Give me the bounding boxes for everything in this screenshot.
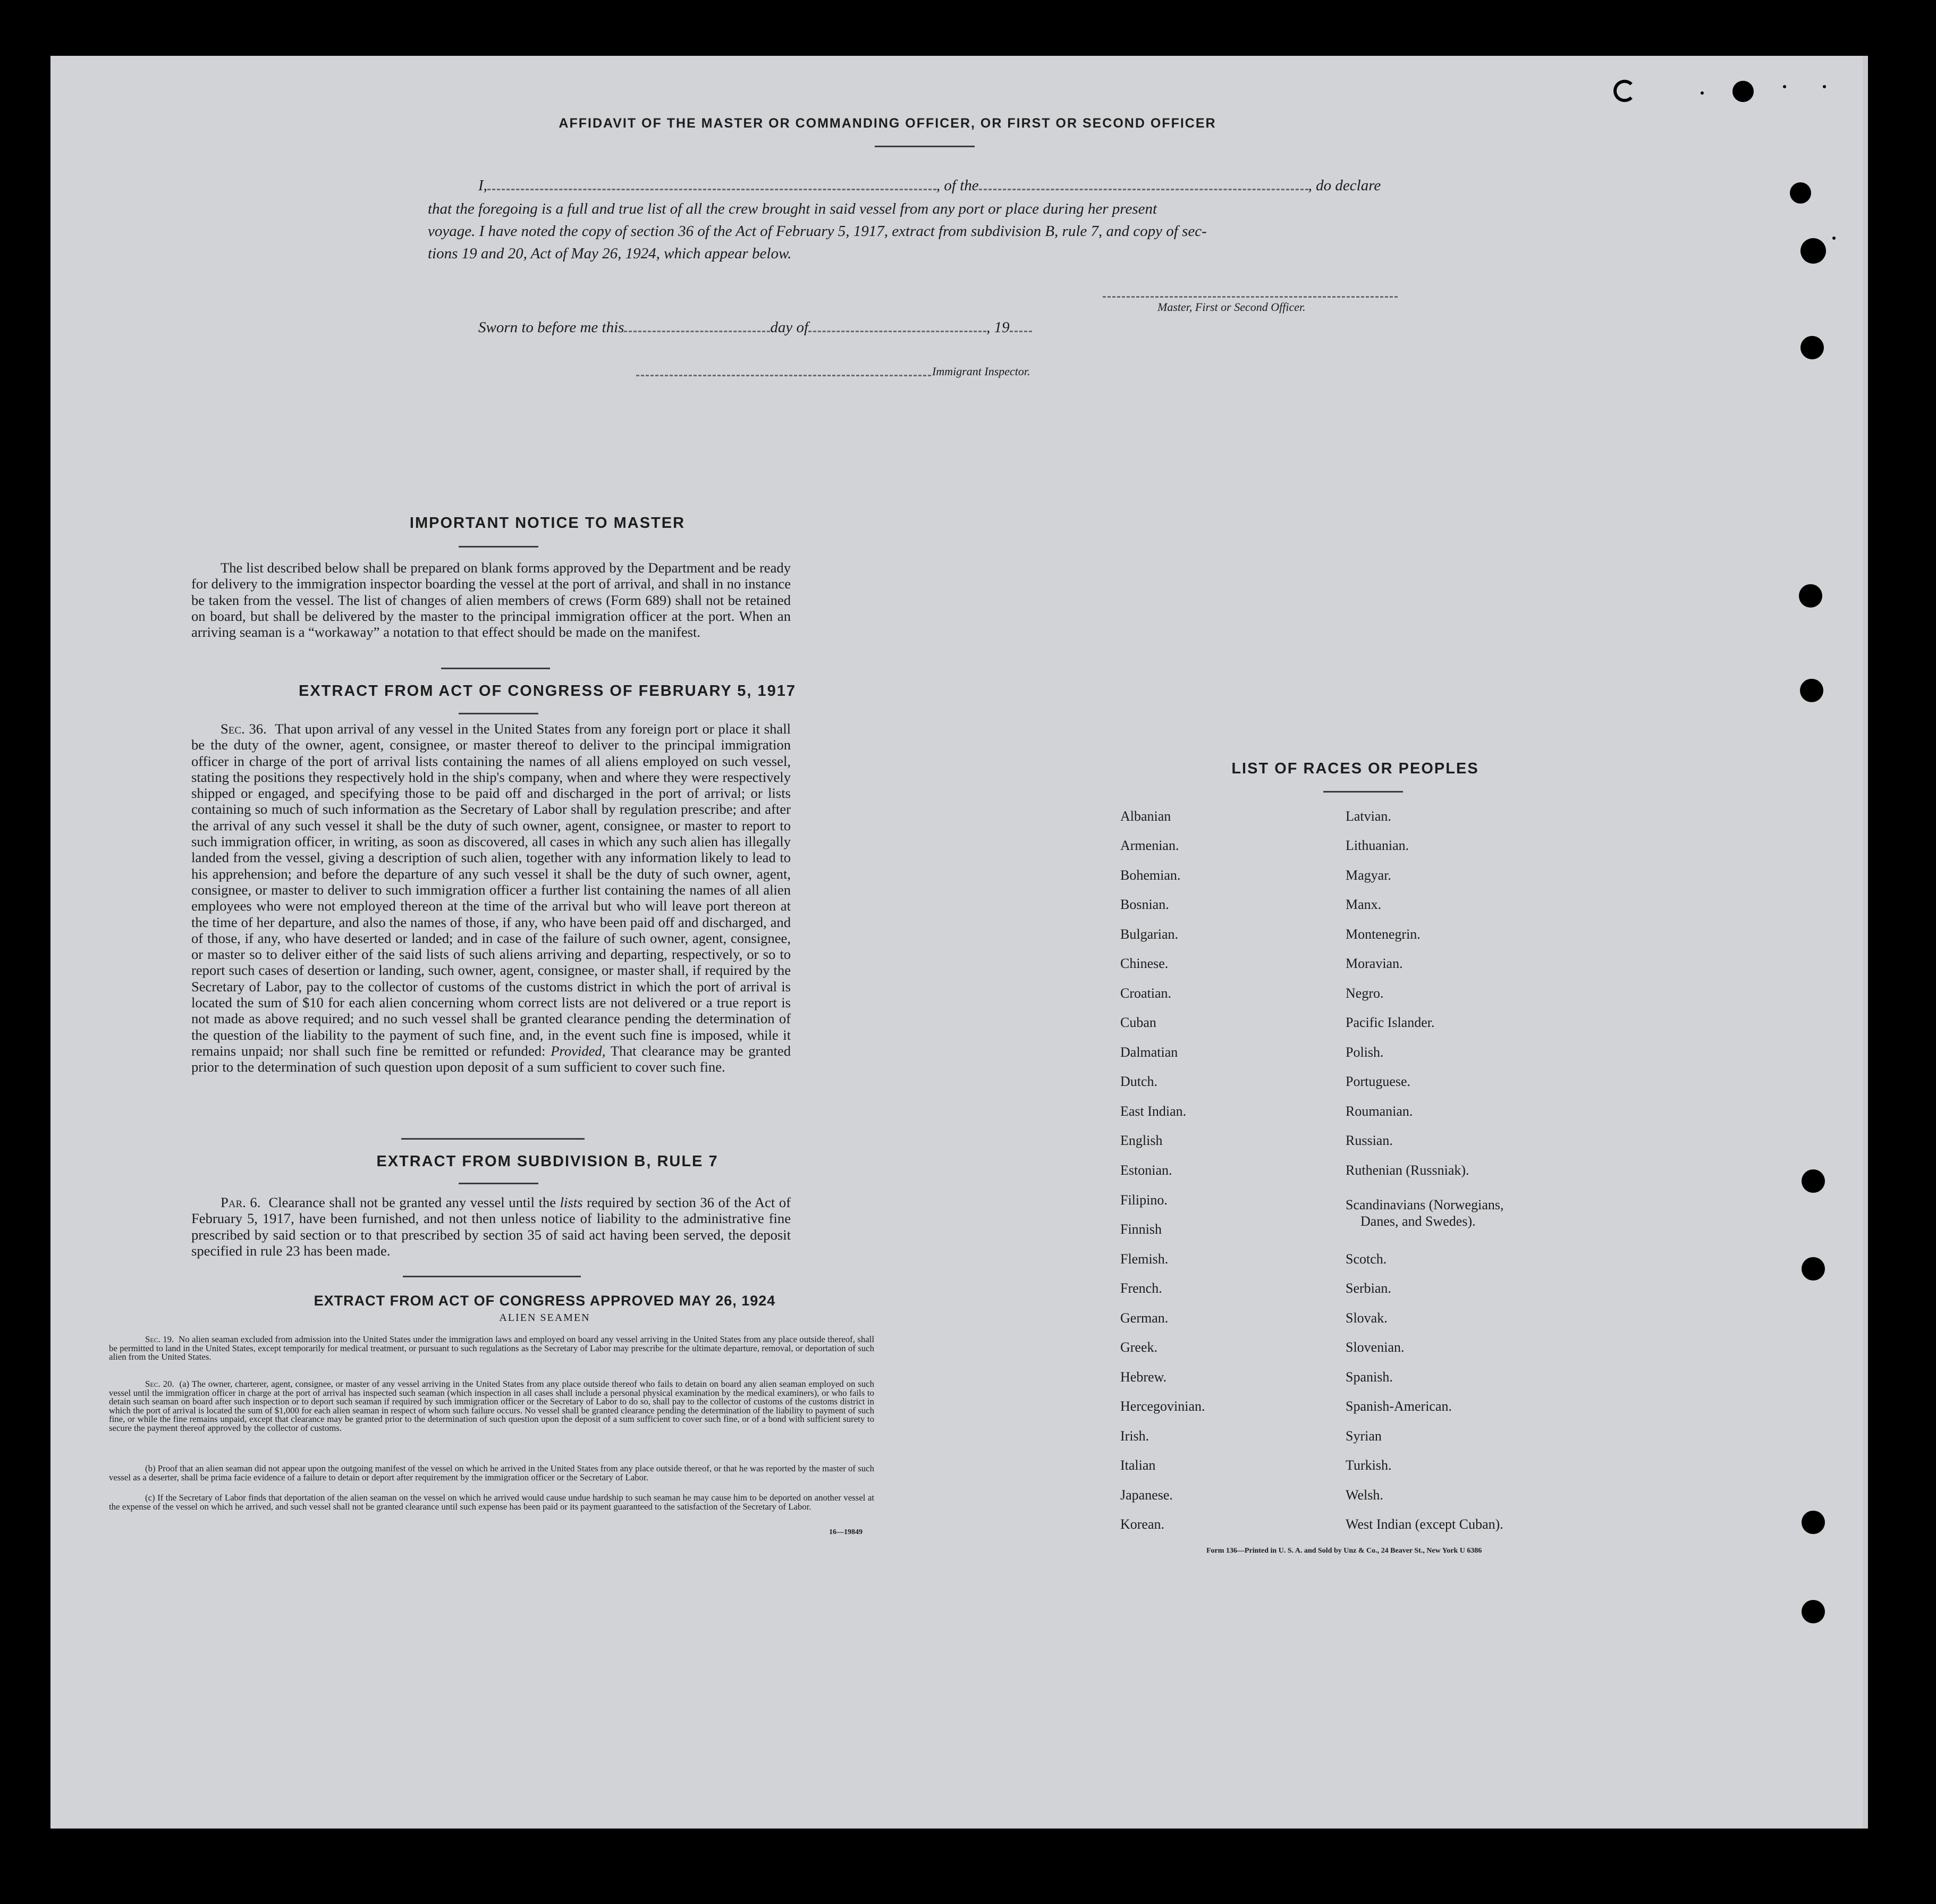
race-left: Italian [1120,1458,1156,1473]
extract-1917-text [191,721,791,1075]
race-left: Japanese. [1120,1487,1173,1503]
inspector-label: Immigrant Inspector. [932,365,1030,378]
page-edge [1863,56,1868,1829]
punch-hole [1802,1169,1825,1193]
race-right: Welsh. [1346,1487,1383,1503]
affidavit-line-4: tions 19 and 20, Act of May 26, 1924, which appear below. [428,245,792,262]
races-list-left [1120,0,1333,1595]
lists-word: lists [560,1194,583,1210]
name-blank[interactable] [487,189,936,190]
par-6-label: Par. 6. [221,1194,261,1210]
race-left: East Indian. [1120,1103,1187,1119]
race-right: Magyar. [1346,867,1391,883]
notice-end-rule [441,668,550,669]
race-right: Scotch. [1346,1251,1387,1267]
sworn-prefix: Sworn to before me this [478,319,624,336]
sec-19-text [109,1335,874,1362]
ink-speck [1832,237,1836,240]
extract-1917-title: EXTRACT FROM ACT OF CONGRESS OF FEBRUARY 5, 1917 [298,683,797,700]
punch-hole [1790,182,1811,204]
affidavit-line-2: that the foregoing is a full and true list of all the crew brought in said vessel from any port or place during her present [428,200,1157,217]
sworn-year-blank[interactable] [1010,331,1032,332]
races-list-right [1346,0,1601,1595]
ink-speck [1613,80,1636,102]
race-left: French. [1120,1280,1162,1296]
race-right: Portuguese. [1346,1074,1411,1089]
race-left: Chinese. [1120,956,1169,971]
race-right: Spanish-American. [1346,1398,1452,1414]
rule-7-end-rule [403,1276,581,1277]
sec-20-label: Sec. 20. [145,1379,174,1389]
race-right: Russian. [1346,1133,1393,1148]
rule-7-text [191,1194,791,1259]
race-right: Roumanian. [1346,1103,1413,1119]
master-label: Master, First or Second Officer. [1157,300,1306,314]
race-right: Latvian. [1346,808,1391,824]
sec-20a-body: (a) The owner, charterer, agent, consignee, or master of any vessel arriving in the United States from any place outside thereof who fails to detain on board any alien seaman employed on such vessel until the immigration officer in charge at the port of arrival has inspected such seaman (which inspection in all cases shall include a personal physical examination by the medical examiners), or who fails to detain such seaman on board after such inspection or to deport such seaman if required by such immigration officer or the Secretary of Labor to do so, shall pay to the collector of customs of the customs district in which the port of arrival is located the sum of $1,000 for each alien seaman in respect of whom such failure occurs. No vessel shall be granted clearance pending the determination of the liability to payment of such fine, or while the fine remains unpaid, except that clearance may be granted prior to the determination of such question upon the deposit of a sum sufficient to cover such fine, or of a bond with sufficient surety to secure the payment thereof approved by the collector of customs. [109,1379,875,1433]
race-right: Manx. [1346,897,1382,912]
punch-hole [1802,1257,1825,1280]
punch-hole [1802,1600,1825,1623]
rule-7-rule [459,1183,538,1184]
race-right: Spanish. [1346,1369,1393,1385]
race-right: Lithuanian. [1346,838,1409,853]
print-code: 16—19849 [829,1528,863,1536]
affidavit-line-3: voyage. I have noted the copy of section 36 of the Act of February 5, 1917, extract from subdivision B, rule 7, and copy of sec- [428,223,1207,240]
sec-19-body: No alien seaman excluded from admission into the United States under the immigration laws and employed on board any vessel arriving in the United States from any place outside thereof, shall be permitted to land in the United States, except temporarily for medical treatment, or pursuant to such regulations as the Secretary of Labor may prescribe for the ultimate departure, removal, or deportation of such alien from the United States. [109,1334,875,1362]
race-left: English [1120,1133,1163,1148]
extract-1924-title: EXTRACT FROM ACT OF CONGRESS APPROVED MAY 26, 1924 [314,1293,776,1309]
rule-7-text-b: required by section 36 of the Act of February 5, 1917, have been furnished, and not then unless notice of liability to the administrative fine prescribed by said section or to that prescribed by section 35 of said act having been served, the deposit specified in rule 23 has been made. [191,1194,791,1259]
extract-1917-rule [459,713,538,714]
race-left: Korean. [1120,1517,1165,1532]
alien-seamen-subtitle: ALIEN SEAMEN [499,1312,590,1324]
race-right: Slovak. [1346,1310,1388,1326]
sworn-month-blank[interactable] [808,331,986,332]
sec-36-text-end: That clearance may be granted prior to the determination of such question upon deposit of a sum sufficient to cover such fine. [191,1042,791,1075]
race-right: Polish. [1346,1044,1384,1060]
race-right: Scandinavians (Norwegians, [1346,1197,1504,1212]
races-title: LIST OF RACES OR PEOPLES [1231,760,1479,777]
affidavit-declare: , do declare [1308,177,1381,194]
race-left: Irish. [1120,1428,1149,1444]
sworn-line [478,319,1032,336]
race-left: Albanian [1120,808,1171,824]
sec-20b-text: (b) Proof that an alien seaman did not appear upon the outgoing manifest of the vessel on which he arrived in the United States from any place outside thereof, or that he was reported by the master of such vessel as a deserter, shall be prima facie evidence of a failure to detain or deport after requirement by the immigration officer or the Secretary of Labor. [109,1463,874,1482]
ink-speck [1823,85,1826,88]
race-left: Bohemian. [1120,867,1181,883]
race-right: West Indian (except Cuban). [1346,1517,1503,1532]
race-right: Montenegrin. [1346,926,1421,942]
punch-hole [1800,238,1826,264]
race-left: Hebrew. [1120,1369,1167,1385]
race-left: Hercegovinian. [1120,1398,1205,1414]
race-right: Pacific Islander. [1346,1015,1435,1030]
race-right: Slovenian. [1346,1339,1405,1355]
race-right: Syrian [1346,1428,1382,1444]
provided-word: Provided, [551,1042,606,1059]
sec-20c-text: (c) If the Secretary of Labor finds that deportation of the alien seaman on the vessel on which he arrived would cause undue hardship to such seaman he may cause him to be deported on another vessel at the expense of the vessel on which he arrived, and such vessel shall not be granted clearance until such expense has been paid or its payment guaranteed to the satisfaction of the Secretary of Labor. [109,1493,874,1512]
affidavit-of-the: , of the [936,177,979,194]
race-left: Dutch. [1120,1074,1158,1089]
sec-36-text: That upon arrival of any vessel in the United States from any foreign port or place it shall be the duty of the owner, agent, consignee, or master thereof to deliver to the principal immigration officer in charge of the port of arrival lists containing the names of all aliens employed on such vessel, stating the positions they respectively hold in the ship's company, when and where they were respectively shipped or engaged, and specifying those to be paid off and discharged in the port of arrival; or lists containing so much of such information as the Secretary of Labor shall by regulation prescribe; and after the arrival of any such vessel it shall be the duty of such owner, agent, consignee, or master to report to such immigration officer, in writing, as soon as discovered, all cases in which any such alien has illegally landed from the vessel, giving a description of such alien, together with any information likely to lead to his apprehension; and before the departure of any such vessel it shall be the duty of such owner, agent, consignee, or master to deliver to such immigration officer a further list containing the names of all alien employees who were not employed thereon at the time of the arrival but who will leave port thereon at the time of her departure, and also the names of those, if any, who have been paid off and discharged, and of those, if any, who have deserted or landed; and in case of the failure of such owner, agent, consignee, or master so to deliver either of the said lists of such aliens arriving and departing, respectively, or so to report such cases of desertion or landing, such owner, agent, consignee, or master shall, if required by the Secretary of Labor, pay to the collector of customs of the customs district in which the port of arrival is located the sum of $10 for each alien concerning whom correct lists are not delivered or a true report is not made as above required; and no such vessel shall be granted clearance pending the determination of the question of the liability to the payment of such fine, and, in the event such fine is imposed, while it remains unpaid; nor shall such fine be remitted or refunded: [191,721,791,1059]
punch-hole [1800,336,1824,359]
race-left: Filipino. [1120,1192,1168,1208]
race-left: Finnish [1120,1221,1162,1237]
form-printer-note: Form 136—Printed in U. S. A. and Sold by Unz & Co., 24 Beaver St., New York U 6386 [1206,1547,1482,1555]
sec-36-label: Sec. 36. [221,721,267,737]
sec-20a-text [109,1380,874,1433]
notice-rule [459,546,538,547]
race-left: Flemish. [1120,1251,1169,1267]
race-left: German. [1120,1310,1169,1326]
ink-speck [1783,85,1786,88]
notice-text: The list described below shall be prepared on blank forms approved by the Department and be ready for delivery to the immigration inspector boarding the vessel at the port of arrival, and shall in no instance be taken from the vessel. The list of changes of alien members of crews (Form 689) shall not be retained on board, but shall be delivered by the master to the principal immigration officer at the port. When an arriving seaman is a “workaway” a notation to that effect should be made on the manifest. [191,560,791,641]
punch-hole [1800,679,1823,702]
sworn-year: , 19 [986,319,1010,336]
punch-hole [1799,584,1822,608]
race-right: Ruthenian (Russniak). [1346,1162,1469,1178]
race-left: Cuban [1120,1015,1156,1030]
affidavit-i: I, [478,177,487,194]
race-left: Greek. [1120,1339,1158,1355]
race-right: Negro. [1346,985,1384,1001]
sworn-day-of: day of [770,319,809,336]
race-right: Danes, and Swedes). [1360,1214,1476,1229]
race-left: Dalmatian [1120,1044,1178,1060]
sworn-date-blank[interactable] [624,331,770,332]
race-left: Armenian. [1120,838,1179,853]
race-right: Turkish. [1346,1458,1392,1473]
race-right: Moravian. [1346,956,1403,971]
punch-hole [1732,81,1754,102]
punch-hole [1802,1511,1825,1534]
race-left: Bosnian. [1120,897,1169,912]
race-right: Serbian. [1346,1280,1391,1296]
race-left: Bulgarian. [1120,926,1179,942]
rule-7-title: EXTRACT FROM SUBDIVISION B, RULE 7 [376,1153,718,1170]
extract-1917-end-rule [401,1138,585,1140]
affidavit-title: AFFIDAVIT OF THE MASTER OR COMMANDING OFFICER, OR FIRST OR SECOND OFFICER [559,116,1216,131]
rule-7-text-a: Clearance shall not be granted any vessel until the [268,1194,556,1210]
race-left: Estonian. [1120,1162,1172,1178]
notice-title: IMPORTANT NOTICE TO MASTER [409,515,686,532]
affidavit-title-rule [875,146,975,147]
inspector-signature-line[interactable] [636,375,931,376]
ink-speck [1701,91,1704,95]
race-left: Croatian. [1120,985,1172,1001]
sec-19-label: Sec. 19. [145,1334,174,1344]
